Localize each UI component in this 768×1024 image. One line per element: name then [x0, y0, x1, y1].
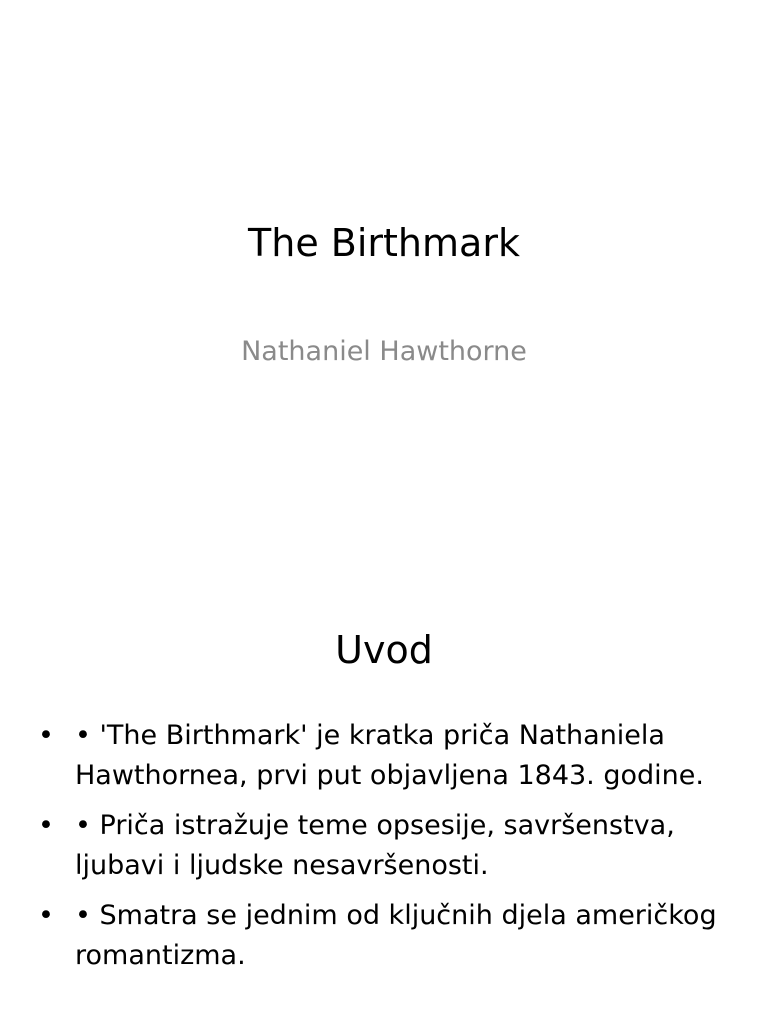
bullet-item: [38, 896, 738, 976]
bullet-item: [38, 806, 738, 886]
content-slide: [0, 512, 768, 1024]
slide-subtitle: Nathaniel Hawthorne: [241, 336, 527, 367]
slide-title: Uvod: [335, 628, 433, 672]
bullet-text: • 'The Birthmark' je kratka priča Nathaniela Hawthornea, prvi put objavljena 1843. godine.: [75, 720, 704, 791]
bullet-text: • Priča istražuje teme opsesije, savršenstva, ljubavi i ljudske nesavršenosti.: [75, 810, 675, 881]
bullet-marker: •: [38, 720, 54, 751]
bullet-list: [38, 716, 738, 986]
bullet-marker: •: [38, 810, 54, 841]
slide-title: The Birthmark: [248, 221, 520, 265]
bullet-marker: •: [38, 900, 54, 931]
bullet-text: • Smatra se jednim od ključnih djela američkog romantizma.: [75, 900, 717, 971]
bullet-item: [38, 716, 738, 796]
